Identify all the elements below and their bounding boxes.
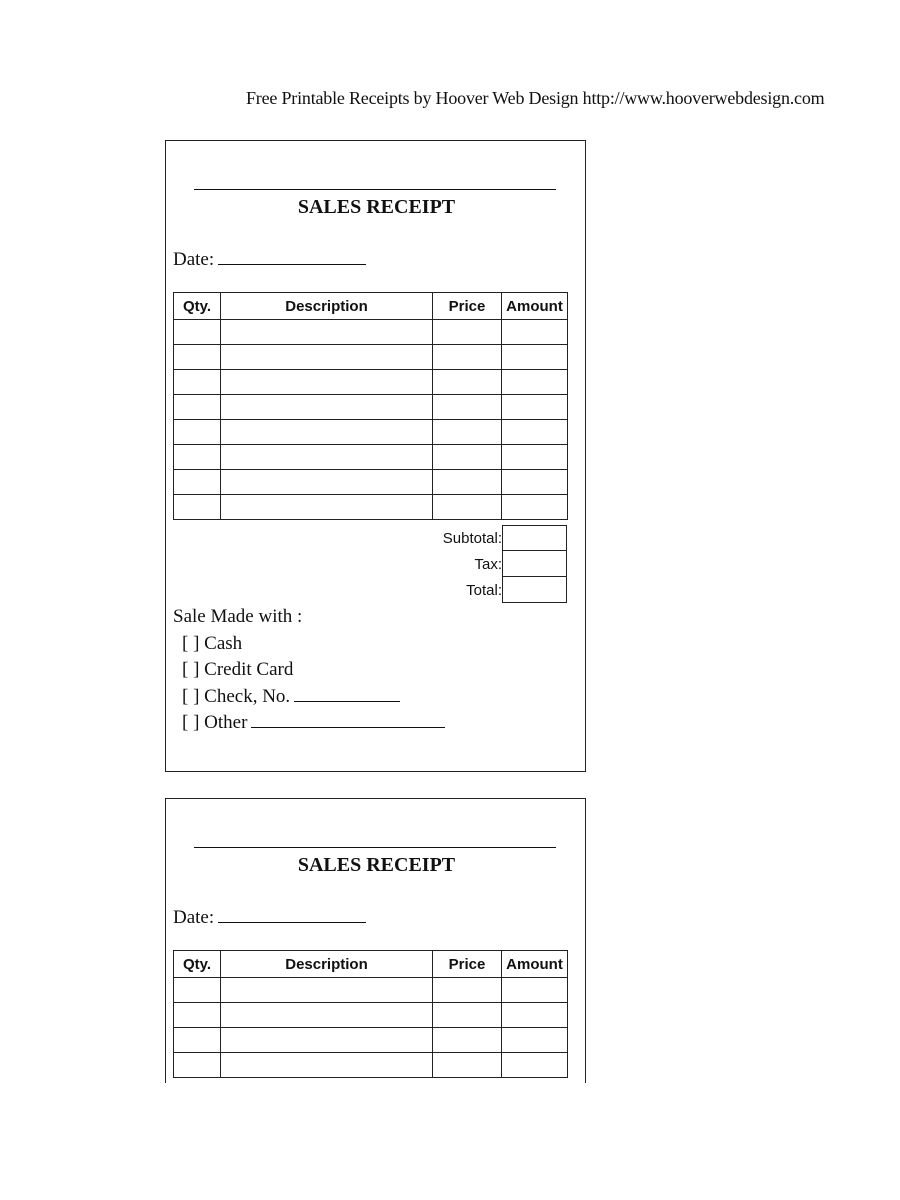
description-cell [221,1028,433,1053]
option-check-label: [ ] Check, No. [182,685,291,707]
table-header-row [174,293,568,320]
description-cell [221,345,433,370]
payment-method-section [173,604,445,737]
option-credit-card: [ ] Credit Card [182,659,294,680]
column-header-description: Description [221,293,433,320]
price-cell [433,978,502,1003]
date-field [173,249,366,271]
qty-cell [174,420,221,445]
description-cell [221,1003,433,1028]
table-row [174,1053,568,1078]
amount-cell [502,470,568,495]
total-box [502,577,567,603]
totals-block [346,525,567,603]
qty-cell [174,1028,221,1053]
table-row [174,370,568,395]
option-cash: [ ] Cash [182,632,243,654]
qty-cell [174,1003,221,1028]
tax-row [346,551,567,577]
price-cell [433,495,502,520]
subtotal-row [346,525,567,551]
option-check [173,684,445,711]
table-row [174,395,568,420]
qty-cell [174,445,221,470]
description-cell [221,978,433,1003]
price-cell [433,1003,502,1028]
column-header-amount: Amount [502,951,568,978]
description-cell [221,395,433,420]
table-header-row [174,951,568,978]
date-blank-line [218,250,366,265]
price-cell [433,320,502,345]
amount-cell [502,1003,568,1028]
amount-cell [502,1053,568,1078]
table-row [174,320,568,345]
column-header-description: Description [221,951,433,978]
date-label: Date: [173,907,215,928]
date-label: Date: [173,249,215,270]
business-name-line [194,847,556,848]
date-blank-line [218,908,366,923]
amount-cell [502,1028,568,1053]
column-header-price: Price [433,951,502,978]
qty-cell [174,470,221,495]
table-row [174,1028,568,1053]
qty-cell [174,320,221,345]
qty-cell [174,370,221,395]
table-row [174,470,568,495]
items-table [173,292,568,520]
amount-cell [502,445,568,470]
date-field [173,907,366,929]
amount-cell [502,978,568,1003]
description-cell [221,1053,433,1078]
tax-box [502,551,567,577]
description-cell [221,420,433,445]
receipt-title: SALES RECEIPT [297,854,456,876]
subtotal-box [502,525,567,551]
qty-cell [174,345,221,370]
qty-cell [174,1053,221,1078]
table-row [174,445,568,470]
total-row [346,577,567,603]
table-row [174,978,568,1003]
amount-cell [502,495,568,520]
option-other [173,710,445,737]
description-cell [221,495,433,520]
description-cell [221,445,433,470]
amount-cell [502,395,568,420]
description-cell [221,370,433,395]
total-label: Total: [466,582,502,599]
price-cell [433,395,502,420]
price-cell [433,345,502,370]
table-row [174,420,568,445]
sales-receipt [165,140,586,772]
tax-label: Tax: [474,556,502,573]
qty-cell [174,978,221,1003]
price-cell [433,420,502,445]
subtotal-label: Subtotal: [442,530,502,547]
column-header-qty: Qty. [174,293,221,320]
price-cell [433,470,502,495]
other-line [251,713,445,728]
table-row [174,495,568,520]
qty-cell [174,495,221,520]
amount-cell [502,370,568,395]
qty-cell [174,395,221,420]
business-name-line [194,189,556,190]
column-header-price: Price [433,293,502,320]
price-cell [433,370,502,395]
receipt-title: SALES RECEIPT [297,196,456,218]
column-header-amount: Amount [502,293,568,320]
page-header: Free Printable Receipts by Hoover Web Design http://www.hooverwebdesign.com [246,88,825,108]
items-table [173,950,568,1078]
check-number-line [294,687,400,702]
option-other-label: [ ] Other [182,712,248,733]
sale-made-with-label: Sale Made with : [173,606,303,627]
description-cell [221,470,433,495]
amount-cell [502,320,568,345]
amount-cell [502,345,568,370]
column-header-qty: Qty. [174,951,221,978]
price-cell [433,1053,502,1078]
table-row [174,345,568,370]
price-cell [433,445,502,470]
description-cell [221,320,433,345]
sales-receipt [165,798,586,1083]
table-row [174,1003,568,1028]
price-cell [433,1028,502,1053]
amount-cell [502,420,568,445]
